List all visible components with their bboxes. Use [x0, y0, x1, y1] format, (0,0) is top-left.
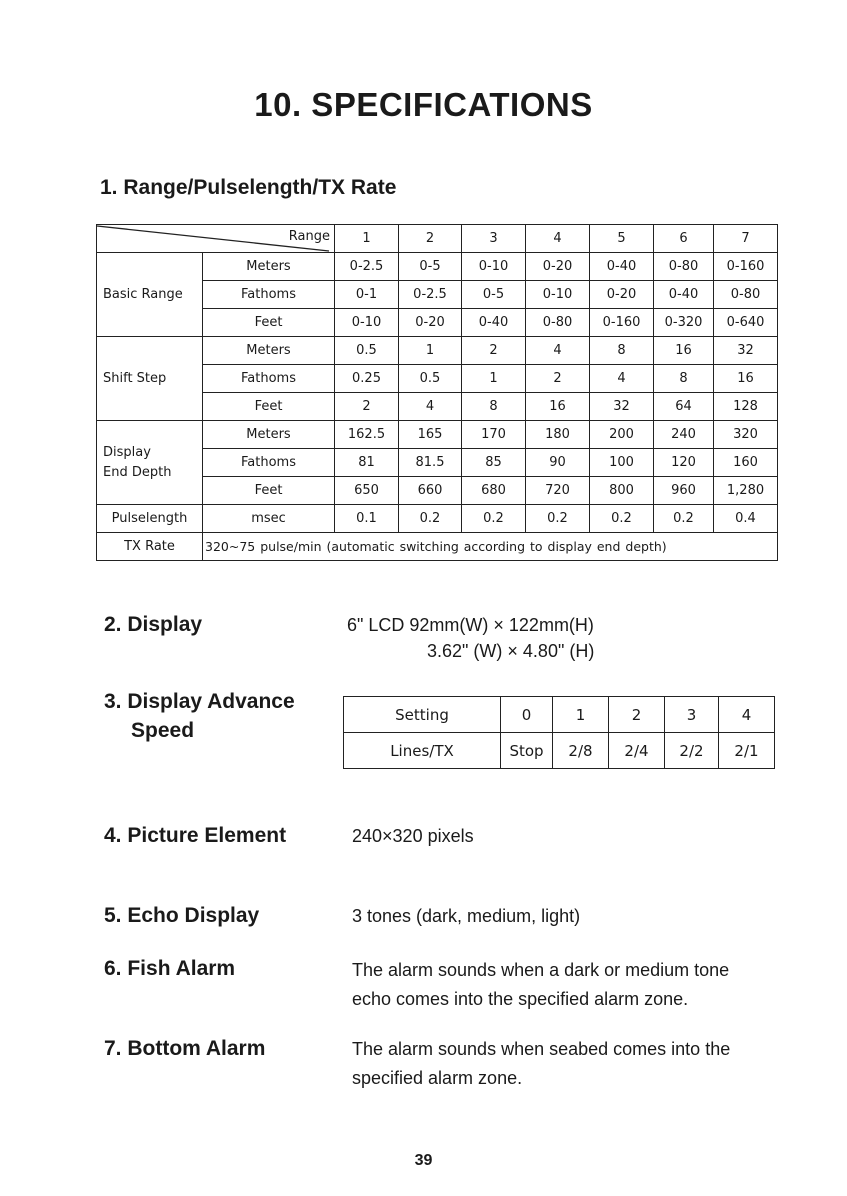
value-cell: 0-10: [462, 253, 526, 281]
range-header: 7: [714, 225, 778, 253]
value-cell: 0-320: [654, 309, 714, 337]
display-size-metric: 6" LCD 92mm(W) × 122mm(H): [347, 615, 594, 635]
unit-cell: Meters: [203, 421, 335, 449]
value-cell: 0-80: [654, 253, 714, 281]
table-row: [97, 337, 778, 365]
lines-label: Lines/TX: [344, 733, 501, 769]
unit-cell: Meters: [203, 337, 335, 365]
value-cell: 8: [462, 393, 526, 421]
value-cell: 4: [526, 337, 590, 365]
value-cell: 170: [462, 421, 526, 449]
section-7-heading: 7. Bottom Alarm: [104, 1037, 266, 1060]
unit-cell: Feet: [203, 309, 335, 337]
range-header: 1: [335, 225, 399, 253]
bottom-alarm-text-line: specified alarm zone.: [352, 1068, 523, 1088]
value-cell: 0.5: [399, 365, 462, 393]
fish-alarm-text-line: The alarm sounds when a dark or medium tone: [352, 960, 730, 980]
value-cell: 960: [654, 477, 714, 505]
value-cell: 0-5: [399, 253, 462, 281]
section-5-heading: 5. Echo Display: [104, 904, 260, 927]
value-cell: 0-40: [590, 253, 654, 281]
value-cell: 160: [714, 449, 778, 477]
value-cell: 0.5: [335, 337, 399, 365]
value-cell: 660: [399, 477, 462, 505]
value-cell: 320: [714, 421, 778, 449]
range-header: 4: [526, 225, 590, 253]
table-row: [344, 697, 775, 733]
value-cell: 8: [590, 337, 654, 365]
table-row: [97, 533, 778, 561]
value-cell: 162.5: [335, 421, 399, 449]
range-corner-cell: [97, 225, 335, 253]
section-3-heading: 3. Display Advance: [104, 690, 295, 713]
pulselength-label: Pulselength: [97, 505, 203, 533]
lines-cell: 2/8: [553, 733, 609, 769]
lines-cell: Stop: [501, 733, 553, 769]
range-corner-label: Range: [288, 229, 330, 244]
section-4-heading: 4. Picture Element: [104, 824, 287, 847]
value-cell: 32: [714, 337, 778, 365]
range-header: 6: [654, 225, 714, 253]
value-cell: 0.25: [335, 365, 399, 393]
value-cell: 0.2: [654, 505, 714, 533]
value-cell: 720: [526, 477, 590, 505]
setting-label: Setting: [344, 697, 501, 733]
value-cell: 0-640: [714, 309, 778, 337]
value-cell: 81: [335, 449, 399, 477]
value-cell: 0-160: [590, 309, 654, 337]
bottom-alarm-text-line: The alarm sounds when seabed comes into the: [352, 1039, 731, 1059]
range-pulselength-table: [96, 224, 778, 561]
section-3-heading-cont: Speed: [131, 719, 195, 742]
value-cell: 16: [526, 393, 590, 421]
unit-cell: Fathoms: [203, 449, 335, 477]
tx-rate-value: 320~75 pulse/min (automatic switching according to display end depth): [203, 533, 778, 561]
range-header: 5: [590, 225, 654, 253]
group-label: Shift Step: [97, 337, 203, 421]
lines-cell: 2/1: [719, 733, 775, 769]
value-cell: 0.2: [590, 505, 654, 533]
page-number: 39: [414, 1152, 433, 1169]
value-cell: 0.4: [714, 505, 778, 533]
value-cell: 90: [526, 449, 590, 477]
table-row: [97, 421, 778, 449]
range-header: 3: [462, 225, 526, 253]
value-cell: 180: [526, 421, 590, 449]
value-cell: 0-1: [335, 281, 399, 309]
value-cell: 0-10: [526, 281, 590, 309]
table-row: [97, 505, 778, 533]
picture-element-value: 240×320 pixels: [352, 826, 474, 846]
fish-alarm-text-line: echo comes into the specified alarm zone.: [352, 989, 689, 1009]
value-cell: 650: [335, 477, 399, 505]
group-label: [97, 421, 203, 505]
value-cell: 200: [590, 421, 654, 449]
value-cell: 81.5: [399, 449, 462, 477]
display-size-imperial: 3.62" (W) × 4.80" (H): [427, 641, 595, 661]
setting-cell: 4: [719, 697, 775, 733]
lines-cell: 2/2: [665, 733, 719, 769]
value-cell: 0-40: [462, 309, 526, 337]
value-cell: 0.2: [462, 505, 526, 533]
echo-display-value: 3 tones (dark, medium, light): [352, 906, 581, 926]
value-cell: 0-20: [399, 309, 462, 337]
value-cell: 0-20: [526, 253, 590, 281]
value-cell: 0-2.5: [399, 281, 462, 309]
unit-cell: Meters: [203, 253, 335, 281]
value-cell: 240: [654, 421, 714, 449]
unit-cell: Fathoms: [203, 365, 335, 393]
value-cell: 2: [526, 365, 590, 393]
value-cell: 0-10: [335, 309, 399, 337]
value-cell: 1,280: [714, 477, 778, 505]
value-cell: 4: [590, 365, 654, 393]
unit-cell: Feet: [203, 393, 335, 421]
value-cell: 16: [654, 337, 714, 365]
value-cell: 4: [399, 393, 462, 421]
value-cell: 2: [335, 393, 399, 421]
value-cell: 32: [590, 393, 654, 421]
group-label: Basic Range: [97, 253, 203, 337]
group-label-line: Display: [103, 444, 151, 460]
value-cell: 16: [714, 365, 778, 393]
value-cell: 0.2: [526, 505, 590, 533]
display-advance-table: [343, 696, 775, 769]
value-cell: 0-40: [654, 281, 714, 309]
unit-cell: Fathoms: [203, 281, 335, 309]
value-cell: 8: [654, 365, 714, 393]
value-cell: 0-160: [714, 253, 778, 281]
value-cell: 0.2: [399, 505, 462, 533]
value-cell: 1: [399, 337, 462, 365]
value-cell: 85: [462, 449, 526, 477]
value-cell: 0-20: [590, 281, 654, 309]
value-cell: 1: [462, 365, 526, 393]
setting-cell: 2: [609, 697, 665, 733]
value-cell: 120: [654, 449, 714, 477]
value-cell: 0-5: [462, 281, 526, 309]
tx-rate-label: TX Rate: [97, 533, 203, 561]
page-title: 10. SPECIFICATIONS: [254, 86, 593, 123]
unit-cell: msec: [203, 505, 335, 533]
table-row: [344, 733, 775, 769]
table-row: [97, 253, 778, 281]
setting-cell: 0: [501, 697, 553, 733]
value-cell: 0-80: [714, 281, 778, 309]
value-cell: 128: [714, 393, 778, 421]
section-6-heading: 6. Fish Alarm: [104, 957, 236, 980]
value-cell: 100: [590, 449, 654, 477]
range-header: 2: [399, 225, 462, 253]
section-1-heading: 1. Range/Pulselength/TX Rate: [100, 176, 397, 199]
value-cell: 800: [590, 477, 654, 505]
setting-cell: 1: [553, 697, 609, 733]
value-cell: 165: [399, 421, 462, 449]
range-header-row: [97, 225, 778, 253]
value-cell: 2: [462, 337, 526, 365]
setting-cell: 3: [665, 697, 719, 733]
value-cell: 0-80: [526, 309, 590, 337]
unit-cell: Feet: [203, 477, 335, 505]
value-cell: 0-2.5: [335, 253, 399, 281]
value-cell: 0.1: [335, 505, 399, 533]
section-2-heading: 2. Display: [104, 613, 203, 636]
value-cell: 64: [654, 393, 714, 421]
lines-cell: 2/4: [609, 733, 665, 769]
value-cell: 680: [462, 477, 526, 505]
group-label-line: End Depth: [103, 464, 172, 480]
